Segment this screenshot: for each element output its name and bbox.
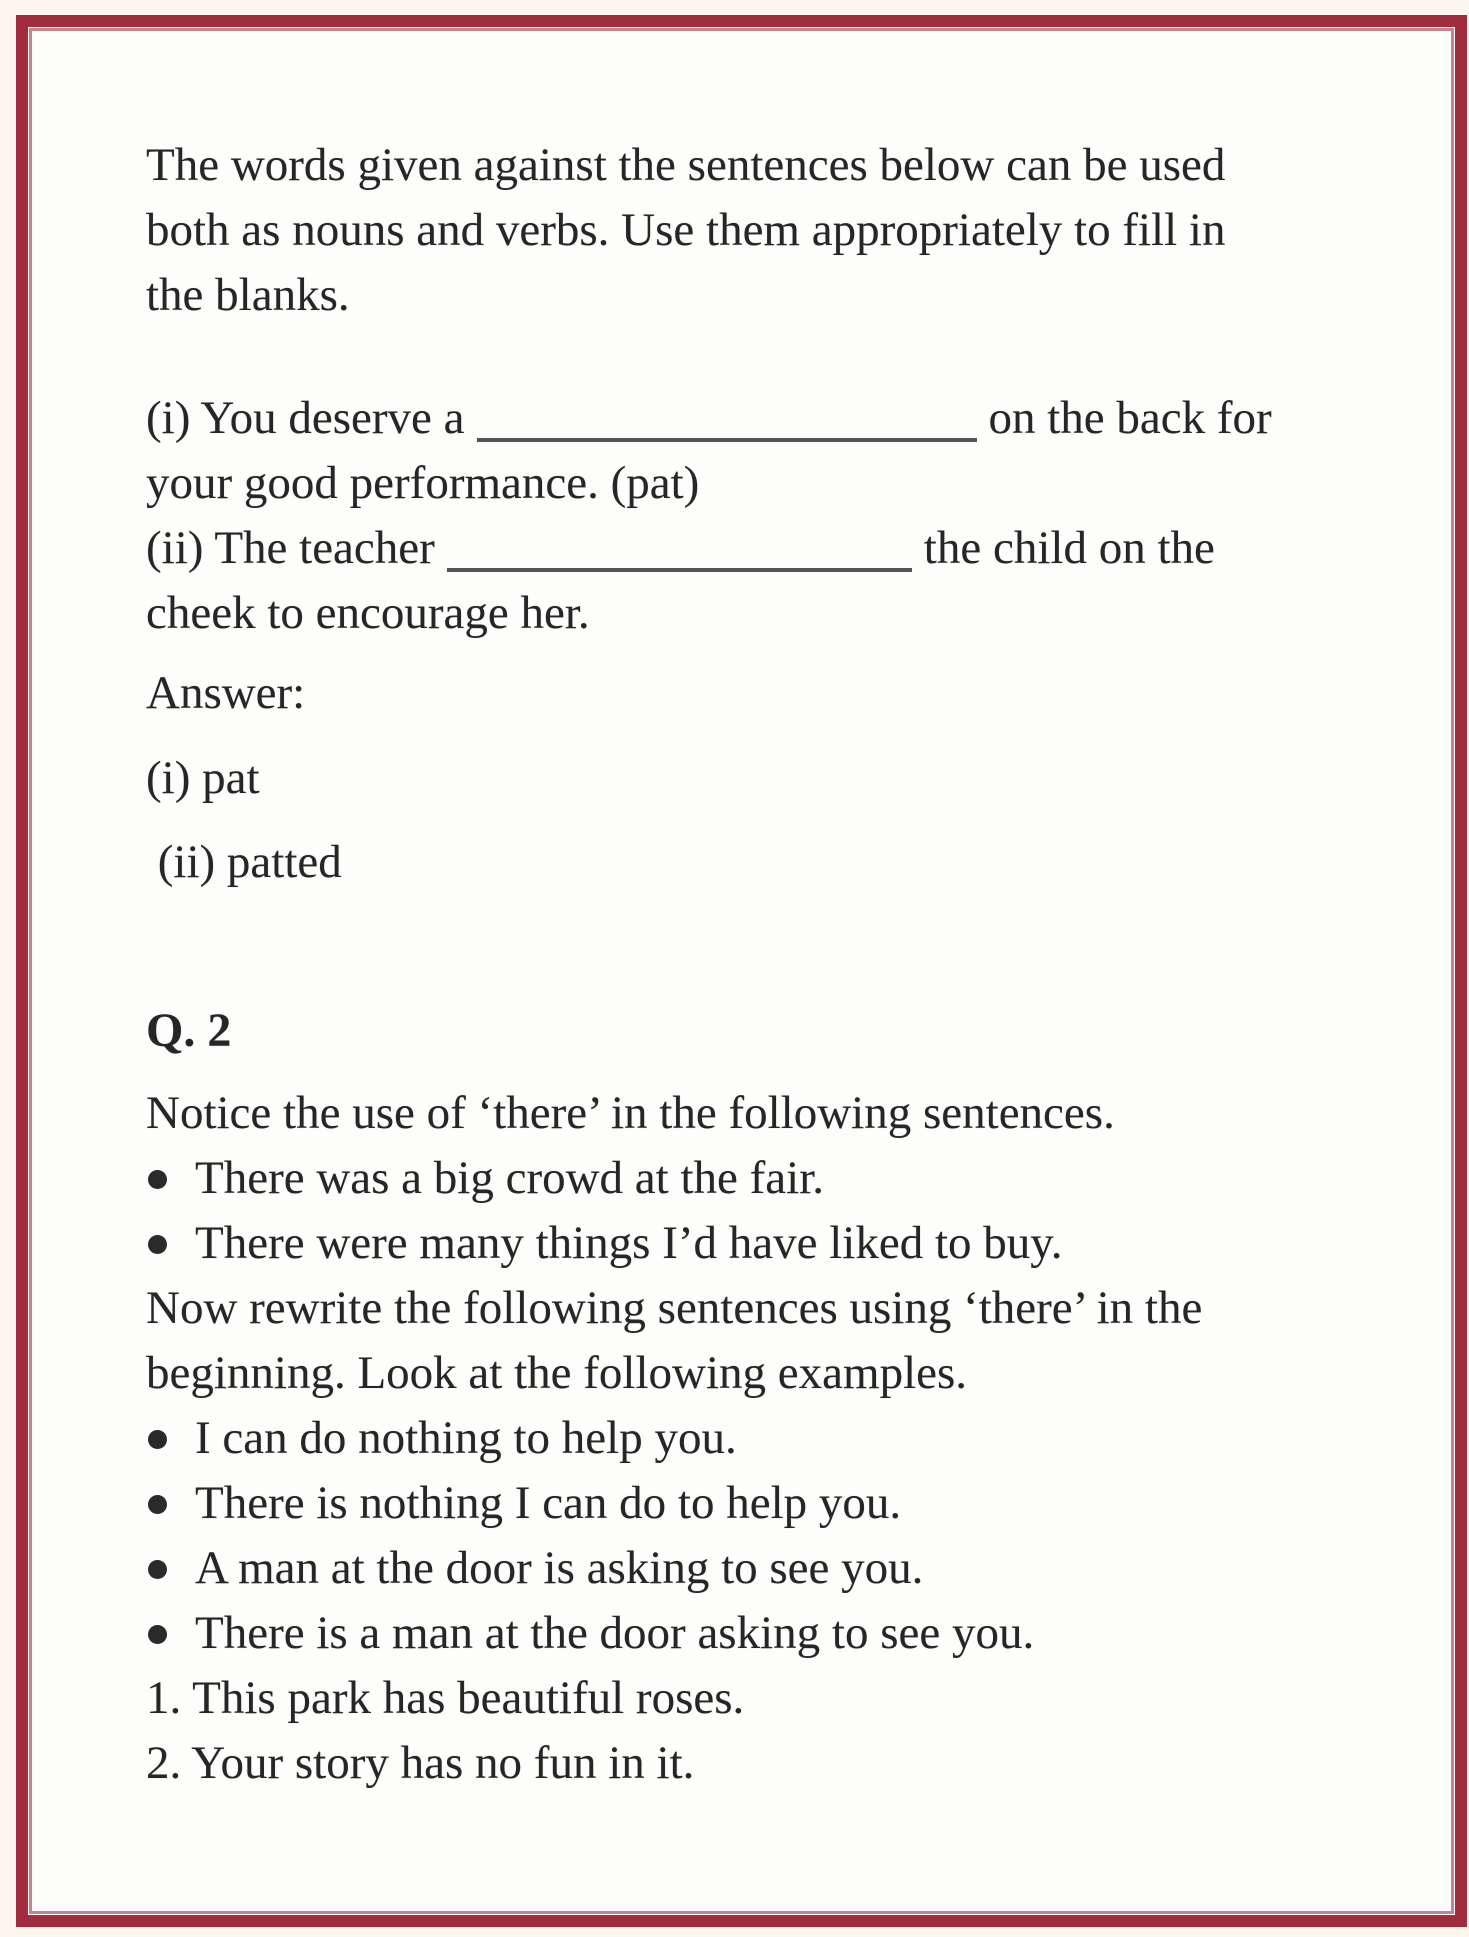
fill-in-2-suffix: the child on the [923,522,1215,574]
bullet-icon [148,1560,167,1579]
numbered-item-1: 1. This park has beautiful roses. [146,1672,745,1724]
bullet-item [146,1146,1391,1211]
question-2-heading: Q. 2 [146,1004,232,1057]
blank-line-2 [447,560,912,572]
intro-paragraph [146,133,1391,328]
page-border-outer [16,15,1467,1927]
page-border-inner [29,28,1454,1914]
bullet-item [146,1536,1391,1601]
notice-line: Notice the use of ‘there’ in the following sentences. [146,1087,1115,1139]
bullet-text: There is a man at the door asking to see you. [195,1607,1035,1659]
fill-in-1-prefix: (i) You deserve a [146,392,465,444]
fill-in-exercise [146,386,1391,646]
answer-item-1: (i) pat [146,752,260,804]
bullet-text: There were many things I’d have liked to buy. [195,1217,1063,1269]
bullet-icon [148,1235,167,1254]
blank-line-1 [477,430,977,442]
rewrite-instruction-line: beginning. Look at the following examples. [146,1347,968,1399]
fill-in-sentence-2-continuation: cheek to encourage her. [146,587,590,639]
bullet-text: There is nothing I can do to help you. [195,1477,902,1529]
page-content [32,31,1451,1911]
bullet-text: There was a big crowd at the fair. [195,1152,825,1204]
bullet-icon [148,1625,167,1644]
bullet-item [146,1406,1391,1471]
answer-label: Answer: [146,667,306,719]
intro-line: the blanks. [146,269,350,321]
bullet-text: A man at the door is asking to see you. [195,1542,924,1594]
fill-in-2-prefix: (ii) The teacher [146,522,435,574]
intro-line: The words given against the sentences below can be used [146,139,1226,191]
bullet-icon [148,1495,167,1514]
bullet-icon [148,1170,167,1189]
bullet-item [146,1471,1391,1536]
bullet-icon [148,1430,167,1449]
fill-in-sentence-2 [146,516,1391,581]
bullet-item [146,1601,1391,1666]
rewrite-instruction-line: Now rewrite the following sentences using ‘there’ in the [146,1282,1203,1334]
question-2-body [146,1081,1391,1796]
intro-line: both as nouns and verbs. Use them appropriately to fill in [146,204,1226,256]
fill-in-sentence-1-continuation: your good performance. (pat) [146,457,700,509]
fill-in-1-suffix: on the back for [988,392,1272,444]
fill-in-sentence-1 [146,386,1391,451]
bullet-item [146,1211,1391,1276]
numbered-item-2: 2. Your story has no fun in it. [146,1737,695,1789]
answer-item-2: (ii) patted [146,836,342,888]
bullet-text: I can do nothing to help you. [195,1412,737,1464]
